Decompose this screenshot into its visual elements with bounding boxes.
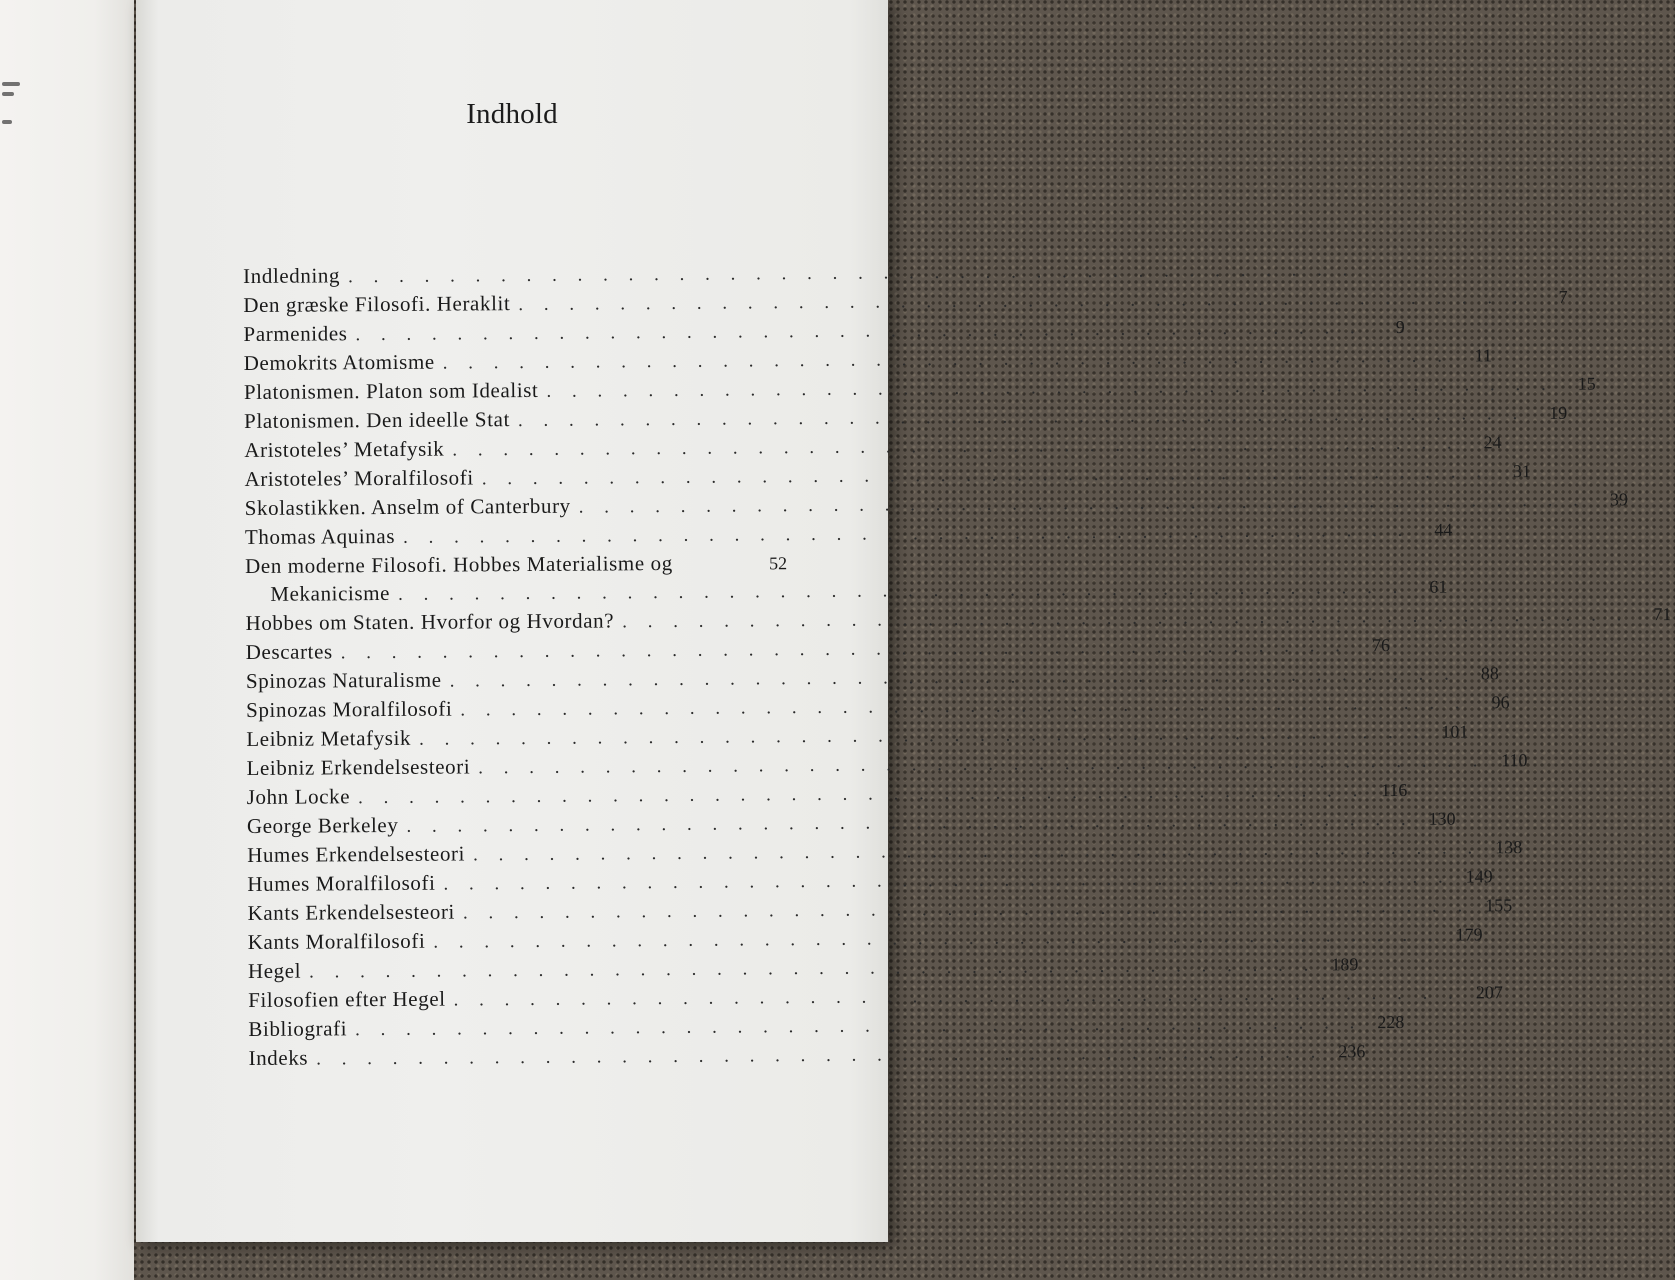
toc-entry bbox=[246, 721, 1469, 754]
toc-entry-title: Indledning bbox=[243, 263, 341, 288]
toc-entry-title: Platonismen. Den ideelle Stat bbox=[244, 407, 511, 433]
toc-entry bbox=[243, 316, 1405, 349]
dot-leader: . . . . . . . . . . . . . . . . . . . . . . . . . . . . . . . . . . . . . . . . bbox=[517, 403, 1526, 432]
toc-entry-title: Spinozas Moralfilosofi bbox=[246, 696, 453, 722]
toc-entry bbox=[247, 837, 1523, 870]
toc-entry-page: 110 bbox=[1501, 750, 1528, 771]
ink-mark bbox=[2, 120, 12, 124]
ink-mark bbox=[2, 92, 14, 96]
facing-page bbox=[0, 0, 134, 1280]
toc-entry bbox=[246, 750, 1528, 783]
toc-entry bbox=[247, 953, 1359, 986]
toc-entry bbox=[243, 373, 1596, 407]
toc-entry-title: Hobbes om Staten. Hvorfor og Hvordan? bbox=[245, 608, 615, 635]
dot-leader: . . . . . . . . . . . . . . . . . . . . . . . . . . . . . . . . . . . . . . . . bbox=[452, 432, 1460, 461]
toc-entry-page: 130 bbox=[1428, 808, 1456, 829]
dot-leader: . . . . . . . . . . . . . . . . . . . . . . . . . . . . . . . . . . . . . . . . bbox=[518, 287, 1526, 316]
dot-leader: . . . . . . . . . . . . . . . . . . . . . . . . . . . . . . . . . . . . . . . . bbox=[453, 982, 1461, 1011]
toc-entry-page: 39 bbox=[1609, 489, 1629, 510]
toc-entry-title: Thomas Aquinas bbox=[244, 523, 396, 549]
dot-leader: . . . . . . . . . . . . . . . . . . . . . . . . . . . . . . . . . . . . . . . . bbox=[402, 519, 1411, 548]
dot-leader: . . . . . . . . . . . . . . . . . . . . . . . . . . . . . . . . . . . . . . . . bbox=[442, 345, 1451, 374]
dot-leader: . . . . . . . . . . . . . . . . . . . . . . . . . . . . . . . . . . . . . . . . bbox=[419, 721, 1427, 750]
toc-entry-page: 61 bbox=[1429, 576, 1448, 597]
dot-leader: . . . . . . . . . . . . . . . . . . . . . . . . . . . . . . . . . . . . . . . . bbox=[546, 373, 1554, 402]
toc-entry-page: 15 bbox=[1577, 373, 1596, 394]
toc-entry-title: Skolastikken. Anselm of Canterbury bbox=[244, 493, 571, 520]
toc-entry-page: 228 bbox=[1377, 1011, 1405, 1033]
toc-entry-page: 149 bbox=[1465, 866, 1493, 887]
toc-entry-title: John Locke bbox=[246, 784, 351, 809]
table-of-contents bbox=[243, 258, 1672, 1073]
dot-leader: . . . . . . . . . . . . . . . . . . . . . . . . . . . . . . . . . . . . . . . . bbox=[578, 489, 1587, 518]
toc-entry-title: Filosofien efter Hegel bbox=[248, 986, 446, 1012]
toc-entry-title: Leibniz Erkendelsesteori bbox=[246, 754, 471, 780]
toc-entry-page: 9 bbox=[1395, 316, 1405, 337]
toc-entry bbox=[245, 548, 787, 580]
dot-leader: . . . . . . . . . . . . . . . . . . . . . . . . . . . . . . . . . . . . . . . . bbox=[358, 780, 1366, 809]
toc-entry-title: Aristoteles’ Moralfilosofi bbox=[244, 465, 474, 491]
toc-entry bbox=[247, 895, 1513, 928]
dot-leader: . . . . . . . . . . . . . . . . . . . . . . . . . . . . . . . . . . . . . . . . bbox=[309, 954, 1317, 983]
toc-entry-page: 7 bbox=[1558, 286, 1568, 307]
toc-entry bbox=[244, 432, 1502, 465]
ink-mark bbox=[2, 82, 20, 86]
toc-entry bbox=[248, 1040, 1366, 1073]
dot-leader: . . . . . . . . . . . . . . . . . . . . . . . . . . . . . . . . . . . . . . . . bbox=[460, 692, 1468, 721]
dot-leader: . . . . . . . . . . . . . . . . . . . . . . . . . . . . . . . . . . . . . . . . bbox=[340, 635, 1349, 664]
toc-entry-page: 44 bbox=[1434, 519, 1453, 540]
toc-entry-title: Hegel bbox=[247, 958, 302, 983]
toc-entry bbox=[245, 634, 1391, 667]
toc-entry bbox=[244, 489, 1629, 523]
toc-entry-page: 236 bbox=[1338, 1041, 1366, 1062]
toc-entry bbox=[244, 461, 1532, 494]
toc-entry-title: Descartes bbox=[245, 639, 333, 664]
toc-entry bbox=[246, 692, 1510, 725]
toc-entry-title: Parmenides bbox=[243, 321, 348, 346]
toc-entry-page: 207 bbox=[1475, 982, 1503, 1003]
toc-entry bbox=[248, 982, 1503, 1015]
toc-entry-title: Humes Erkendelsesteori bbox=[247, 841, 466, 867]
toc-entry-title: Aristoteles’ Metafysik bbox=[244, 436, 445, 462]
toc-entry-page: 116 bbox=[1380, 779, 1408, 801]
toc-entry-page: 88 bbox=[1480, 663, 1499, 684]
toc-entry-page: 19 bbox=[1549, 402, 1568, 423]
toc-entry bbox=[248, 1011, 1405, 1044]
toc-entry bbox=[243, 286, 1568, 320]
toc-entry-page: 31 bbox=[1512, 461, 1532, 482]
toc-entry-page: 11 bbox=[1474, 345, 1493, 366]
facing-page-ink-marks bbox=[0, 70, 30, 140]
toc-entry bbox=[245, 604, 1672, 638]
page-title: Indhold bbox=[466, 98, 558, 130]
dot-leader: . . . . . . . . . . . . . . . . . . . . . . . . . . . . . . . . . . . . . . . . bbox=[472, 837, 1481, 866]
toc-entry bbox=[243, 345, 1493, 378]
toc-entry-page: 101 bbox=[1441, 721, 1469, 742]
dot-leader: . . . . . . . . . . . . . . . . . . . . . . . . . . . . . . . . . . . . . . . . bbox=[622, 604, 1630, 633]
dot-leader: . . . . . . . . . . . . . . . . . . . . . . . . . . . . . . . . . . . . . . . . bbox=[478, 750, 1486, 779]
toc-entry-title: Den græske Filosofi. Heraklit bbox=[243, 291, 511, 317]
toc-entry-title: Kants Moralfilosofi bbox=[247, 928, 426, 954]
toc-entry-page: 155 bbox=[1485, 895, 1513, 916]
dot-leader: . . . . . . . . . . . . . . . . . . . . . . . . . . . . . . . . . . . . . . . . bbox=[406, 808, 1414, 837]
toc-entry bbox=[245, 663, 1499, 696]
toc-entry bbox=[246, 808, 1456, 841]
dot-leader: . . . . . . . . . . . . . . . . . . . . . . . . . . . . . . . . . . . . . . . . bbox=[443, 866, 1451, 895]
book-page bbox=[136, 0, 1672, 1242]
toc-entry-page: 52 bbox=[769, 553, 788, 574]
dot-leader: . . . . . . . . . . . . . . . . . . . . . . . . . . . . . . . . . . . . . . . . bbox=[433, 924, 1441, 953]
toc-entry bbox=[244, 519, 1453, 552]
toc-entry-page: 179 bbox=[1455, 924, 1483, 945]
toc-entry-title: George Berkeley bbox=[246, 812, 399, 838]
dot-leader: . . . . . . . . . . . . . . . . . . . . . . . . . . . . . . . . . . . . . . . . bbox=[355, 317, 1363, 346]
toc-entry-page: 96 bbox=[1491, 692, 1510, 713]
dot-leader: . . . . . . . . . . . . . . . . . . . . . . . . . . . . . . . . . . . . . . . . bbox=[316, 1041, 1324, 1070]
toc-entry bbox=[244, 402, 1568, 436]
dot-leader: . . . . . . . . . . . . . . . . . . . . . . . . . . . . . . . . . . . . . . . . bbox=[348, 259, 1356, 288]
toc-entry-page: 24 bbox=[1483, 432, 1502, 453]
dot-leader: . . . . . . . . . . . . . . . . . . . . . . . . . . . . . . . . . . . . . . . . bbox=[462, 895, 1471, 924]
toc-entry-title: Kants Erkendelsesteori bbox=[247, 899, 456, 925]
dot-leader: . . . . . . . . . . . . . . . . . . . . . . . . . . . . . . . . . . . . . . . . bbox=[449, 663, 1457, 692]
toc-entry-title: Leibniz Metafysik bbox=[246, 725, 412, 751]
toc-entry bbox=[246, 779, 1408, 812]
toc-entry-page: 189 bbox=[1331, 954, 1359, 975]
toc-entry-title: Den moderne Filosofi. Hobbes Materialisme og bbox=[245, 551, 673, 578]
toc-entry-title: Demokrits Atomisme bbox=[243, 349, 435, 375]
dot-leader: . . . . . . . . . . . . . . . . . . . . . . . . . . . . . . . . . . . . . . . . bbox=[397, 576, 1406, 605]
toc-entry-title: Mekanicisme bbox=[270, 580, 391, 606]
toc-entry-title: Spinozas Naturalisme bbox=[245, 667, 442, 693]
toc-entry-page: 138 bbox=[1495, 837, 1523, 858]
toc-entry-title: Indeks bbox=[248, 1045, 309, 1070]
toc-entry-page: 71 bbox=[1653, 604, 1672, 625]
toc-entry-continuation bbox=[245, 576, 1448, 609]
dot-leader: . . . . . . . . . . . . . . . . . . . . . . . . . . . . . . . . . . . . . . . . bbox=[481, 461, 1490, 490]
toc-entry bbox=[247, 866, 1493, 899]
toc-entry bbox=[247, 924, 1483, 957]
dot-leader: . . . . . . . . . . . . . . . . . . . . . . . . . . . . . . . . . . . . . . . . bbox=[355, 1012, 1363, 1041]
toc-entry bbox=[243, 258, 1356, 291]
toc-entry-page: 76 bbox=[1371, 635, 1391, 656]
toc-entry-title: Bibliografi bbox=[248, 1016, 348, 1041]
toc-entry-title: Humes Moralfilosofi bbox=[247, 870, 436, 896]
toc-entry-title: Platonismen. Platon som Idealist bbox=[243, 377, 539, 404]
